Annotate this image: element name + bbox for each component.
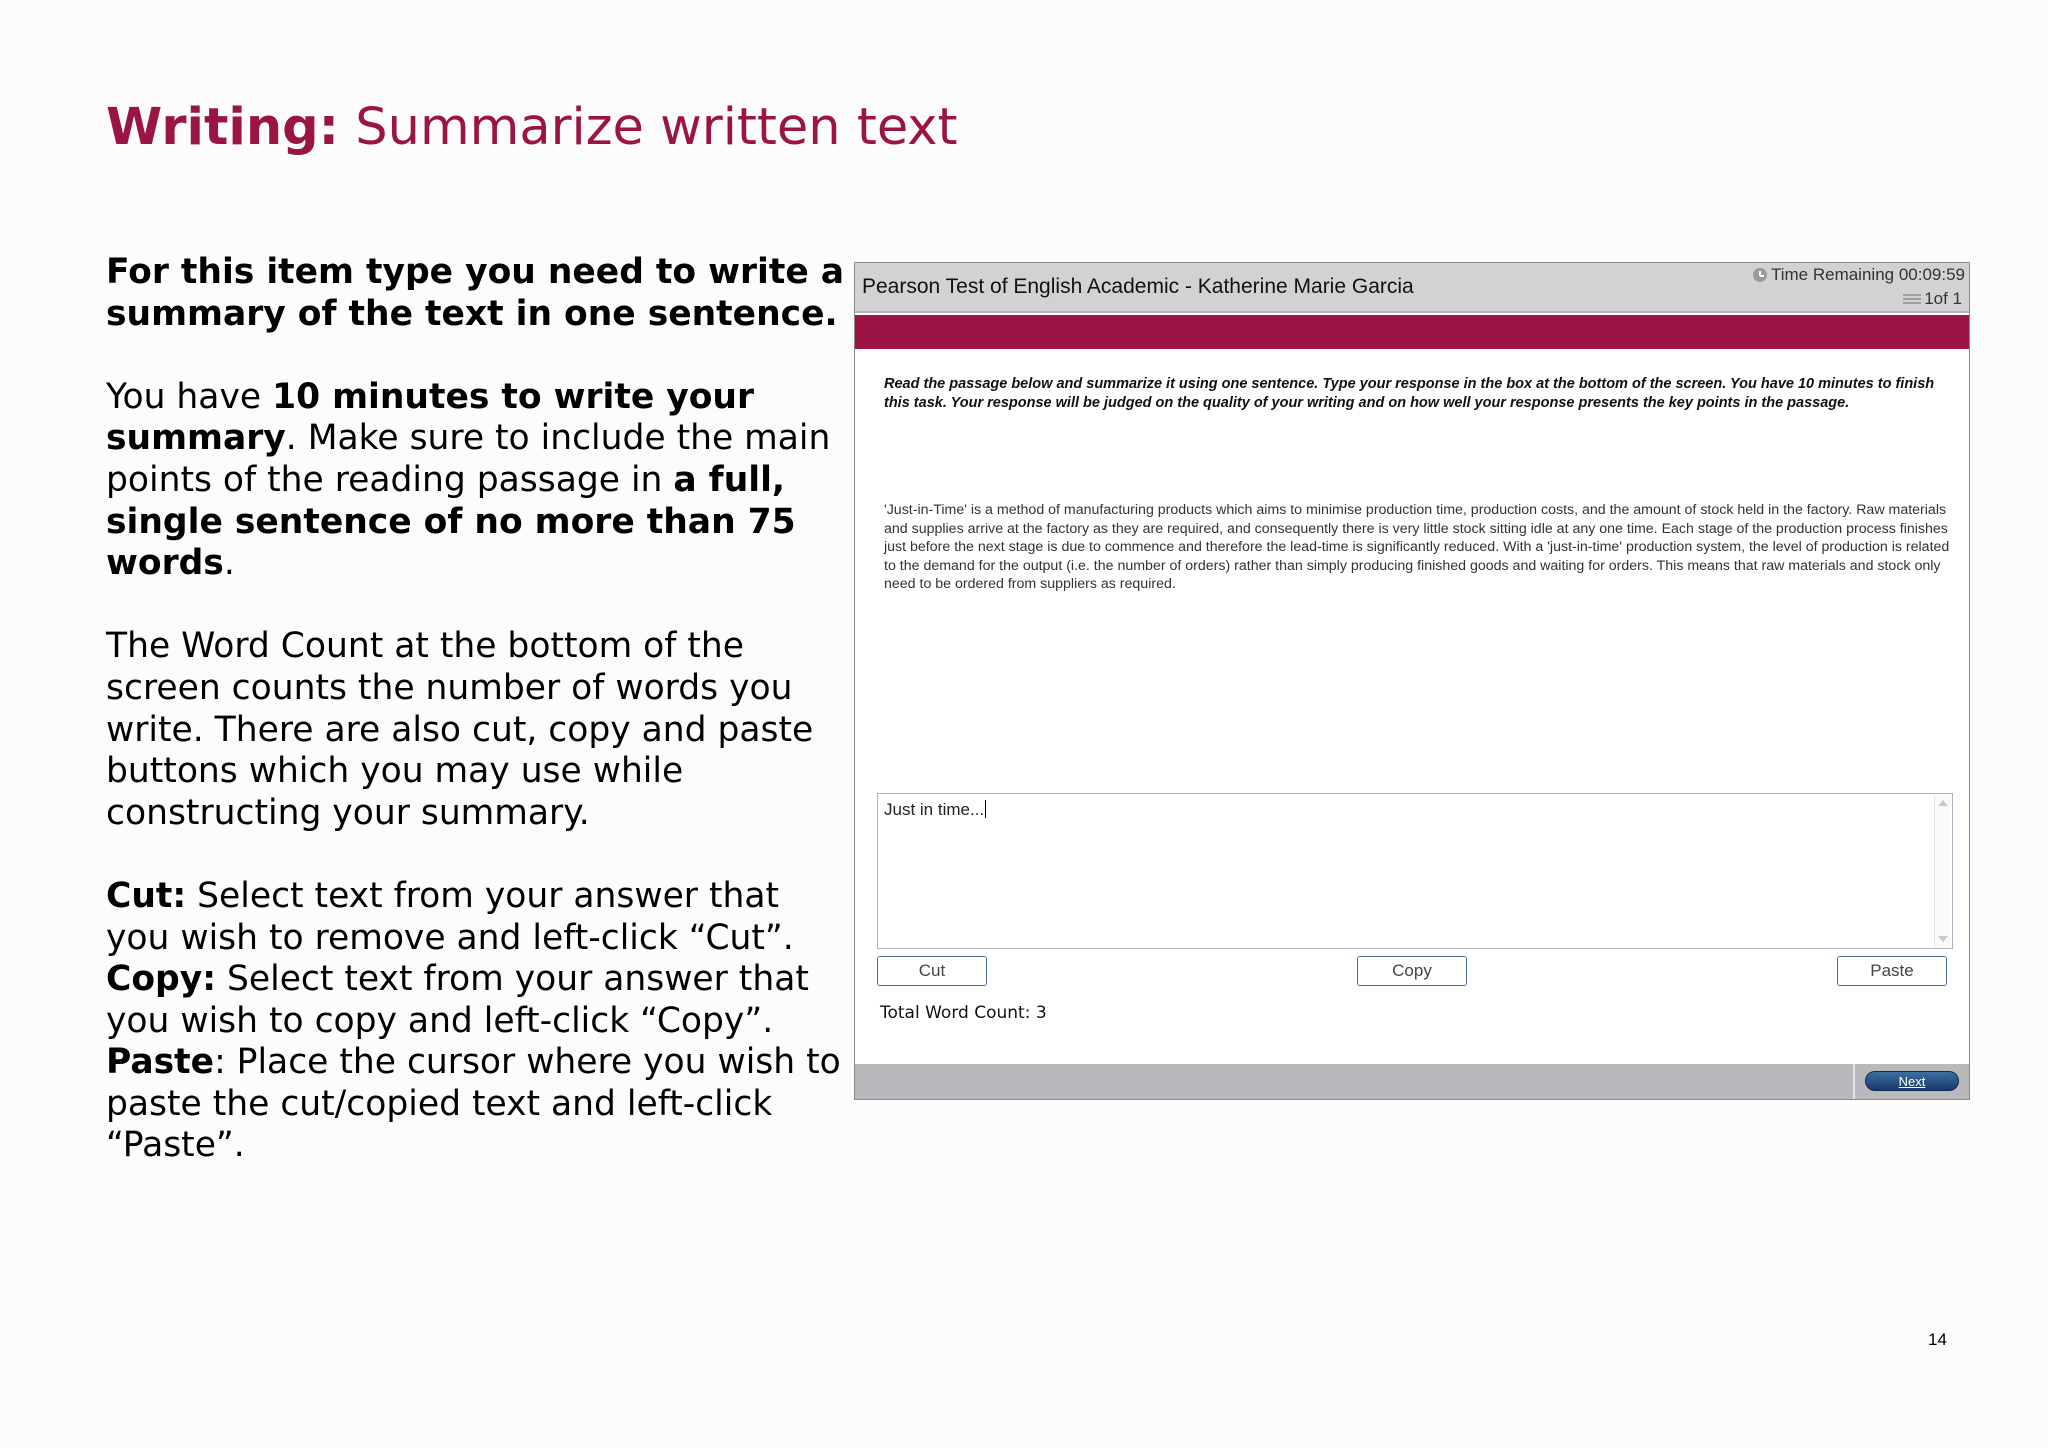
page-title-bold: Writing: bbox=[106, 98, 340, 157]
instr-p2-b: 10 minutes to write your summary bbox=[106, 376, 755, 459]
instr-copy-label: Copy: bbox=[106, 959, 217, 1000]
clock-icon bbox=[1753, 268, 1767, 282]
accent-bar bbox=[855, 315, 1969, 349]
instr-paste-label: Paste bbox=[106, 1042, 215, 1083]
instructions-intro-text: For this item type you need to write a summary of the text in one sentence. bbox=[106, 252, 845, 334]
footer-divider bbox=[1853, 1064, 1855, 1099]
instr-cut-text: Select text from your answer that you wish to remove and left-click “Cut”. bbox=[106, 875, 794, 958]
instructions-copy bbox=[106, 959, 846, 1042]
instr-p2-e: . bbox=[223, 543, 235, 584]
instr-copy-text: Select text from your answer that you wish to copy and left-click “Copy”. bbox=[106, 959, 809, 1041]
cut-button[interactable]: Cut bbox=[877, 956, 987, 986]
instructions-paste bbox=[106, 1042, 846, 1167]
instructions-word-count: The Word Count at the bottom of the screen counts the number of words you write. There are also cut, copy and paste buttons which you may use while constructing your summary. bbox=[106, 626, 814, 833]
scroll-down-arrow-icon[interactable] bbox=[1938, 936, 1948, 942]
test-header bbox=[855, 263, 1969, 313]
next-button[interactable]: Next bbox=[1865, 1071, 1959, 1091]
page-indicator-text: 1of 1 bbox=[1924, 289, 1962, 308]
reading-passage: 'Just-in-Time' is a method of manufacturing products which aims to minimise production time, production costs, and the amount of stock held in the factory. Raw materials and supplies arrive at the factory as they are required, and consequently there is very little stock sitting idle at any one time. Each stage of the production process finishes just before the next stage is due to commence and therefore the lead-time is significantly reduced. With a 'just-in-time' production system, the level of production is related to the demand for the output (i.e. the number of orders) rather than simply producing finished goods and waiting for orders. This means that raw materials and stock only need to be ordered from suppliers as required. bbox=[884, 502, 1950, 593]
response-text bbox=[884, 800, 986, 820]
page-title-rest: Summarize written text bbox=[339, 98, 958, 157]
response-scrollbar[interactable] bbox=[1934, 795, 1951, 947]
instr-paste-text: : Place the cursor where you wish to paste the cut/copied text and left-click “Paste”. bbox=[106, 1042, 841, 1166]
text-cursor bbox=[985, 800, 986, 818]
paste-button[interactable]: Paste bbox=[1837, 956, 1947, 986]
scroll-up-arrow-icon[interactable] bbox=[1938, 800, 1948, 806]
instr-p2-c: . Make sure to include the main points of the reading passage in bbox=[106, 418, 831, 500]
page-indicator bbox=[1903, 289, 1962, 309]
instructions-panel bbox=[106, 252, 846, 1167]
instr-p2-d: a full, single sentence of no more than 75 words bbox=[106, 459, 796, 584]
test-footer bbox=[855, 1064, 1969, 1099]
instr-p2-a: You have bbox=[106, 376, 273, 417]
page-title bbox=[106, 96, 958, 160]
task-prompt: Read the passage below and summarize it using one sentence. Type your response in the box at the bottom of the screen. You have 10 minutes to finish this task. Your response will be judged on the quality of your writing and on how well your response presents the key points in the passage. bbox=[884, 376, 1935, 411]
page-number: 14 bbox=[1928, 1330, 1947, 1349]
pages-icon bbox=[1903, 293, 1921, 305]
instructions-time-limit bbox=[106, 377, 846, 585]
instr-cut-label: Cut: bbox=[106, 875, 187, 916]
word-count: Total Word Count: 3 bbox=[880, 1003, 1047, 1023]
test-header-title: Pearson Test of English Academic - Katherine Marie Garcia bbox=[862, 275, 1414, 298]
instructions-intro bbox=[106, 252, 846, 335]
test-screen bbox=[854, 262, 1970, 1100]
instructions-cut bbox=[106, 876, 846, 959]
copy-button[interactable]: Copy bbox=[1357, 956, 1467, 986]
response-textarea[interactable] bbox=[877, 793, 1953, 949]
time-remaining bbox=[1753, 265, 1965, 285]
time-remaining-text: Time Remaining 00:09:59 bbox=[1770, 265, 1965, 284]
response-value: Just in time... bbox=[884, 800, 985, 819]
